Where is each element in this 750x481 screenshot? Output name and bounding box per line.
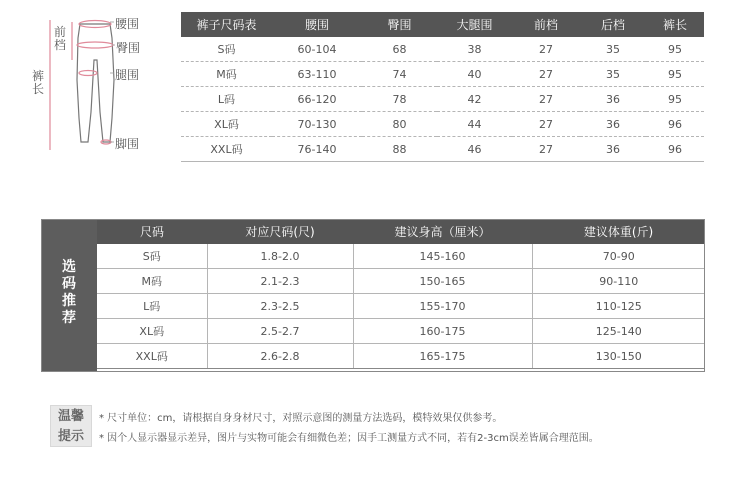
weight-cell: 110-125 — [532, 294, 705, 319]
size-cell: M码 — [97, 269, 207, 294]
height-cell: 155-170 — [353, 294, 532, 319]
table-row — [97, 269, 705, 294]
header-back-rise: 后档 — [580, 12, 646, 37]
size-cell: S码 — [181, 37, 272, 62]
weight-cell: 130-150 — [532, 344, 705, 369]
tip-line-2: * 因个人显示器显示差异，图片与实物可能会有细微色差；因手工测量方式不同，若有2-3cm误差皆属合理范围。 — [99, 433, 599, 444]
waist-cell: 76-140 — [272, 137, 362, 162]
back-rise-cell: 35 — [580, 62, 646, 87]
hip-cell: 74 — [362, 62, 437, 87]
back-rise-cell: 36 — [580, 137, 646, 162]
table-row — [181, 37, 704, 62]
weight-cell: 70-90 — [532, 244, 705, 269]
table-row — [97, 244, 705, 269]
hip-cell: 88 — [362, 137, 437, 162]
weight-cell: 90-110 — [532, 269, 705, 294]
recommend-header-row — [97, 219, 705, 244]
waist-label: 腰围 — [115, 17, 140, 31]
chi-size-cell: 1.8-2.0 — [207, 244, 353, 269]
back-rise-cell: 36 — [580, 87, 646, 112]
pants-measurement-diagram — [0, 0, 180, 175]
table-row — [181, 62, 704, 87]
hip-cell: 80 — [362, 112, 437, 137]
size-chart-title: 裤子尺码表 — [181, 12, 272, 37]
table-row — [181, 112, 704, 137]
table-row — [97, 344, 705, 369]
back-rise-cell: 35 — [580, 37, 646, 62]
thigh-cell: 40 — [437, 62, 512, 87]
front-rise-cell: 27 — [512, 62, 580, 87]
front-rise-cell: 27 — [512, 112, 580, 137]
tips-title-line1: 温馨 — [57, 409, 84, 424]
thigh-cell: 46 — [437, 137, 512, 162]
recommend-side-panel — [41, 219, 97, 372]
header-height: 建议身高（厘米） — [353, 219, 532, 244]
size-cell: M码 — [181, 62, 272, 87]
thigh-label: 腿围 — [115, 68, 140, 82]
pants-length-label: 裤长 — [31, 69, 44, 96]
table-row — [97, 294, 705, 319]
front-rise-cell: 27 — [512, 137, 580, 162]
header-size: 尺码 — [97, 219, 207, 244]
height-cell: 165-175 — [353, 344, 532, 369]
header-front-rise: 前档 — [512, 12, 580, 37]
front-rise-cell: 27 — [512, 37, 580, 62]
pants-illustration — [0, 0, 180, 175]
size-cell: S码 — [97, 244, 207, 269]
ankle-label: 脚围 — [115, 137, 140, 151]
waist-cell: 70-130 — [272, 112, 362, 137]
length-cell: 95 — [646, 37, 704, 62]
size-cell: L码 — [97, 294, 207, 319]
size-chart-header-row — [181, 12, 704, 37]
header-length: 裤长 — [646, 12, 704, 37]
length-cell: 96 — [646, 112, 704, 137]
table-row — [97, 319, 705, 344]
chi-size-cell: 2.1-2.3 — [207, 269, 353, 294]
recommend-side-title: 选码推荐 — [62, 259, 76, 326]
chi-size-cell: 2.3-2.5 — [207, 294, 353, 319]
header-waist: 腰围 — [272, 12, 362, 37]
table-row — [181, 137, 704, 162]
waist-cell: 66-120 — [272, 87, 362, 112]
size-cell: XXL码 — [97, 344, 207, 369]
waist-cell: 63-110 — [272, 62, 362, 87]
hip-cell: 68 — [362, 37, 437, 62]
length-cell: 95 — [646, 87, 704, 112]
size-cell: XL码 — [181, 112, 272, 137]
chi-size-cell: 2.5-2.7 — [207, 319, 353, 344]
height-cell: 145-160 — [353, 244, 532, 269]
header-weight: 建议体重(斤) — [532, 219, 705, 244]
header-chi-size: 对应尺码(尺) — [207, 219, 353, 244]
chi-size-cell: 2.6-2.8 — [207, 344, 353, 369]
size-cell: L码 — [181, 87, 272, 112]
thigh-cell: 44 — [437, 112, 512, 137]
weight-cell: 125-140 — [532, 319, 705, 344]
front-rise-cell: 27 — [512, 87, 580, 112]
header-thigh: 大腿围 — [437, 12, 512, 37]
tip-line-1: * 尺寸单位：cm，请根据自身身材尺寸，对照示意图的测量方法选码，模特效果仅供参考。 — [99, 413, 503, 424]
length-cell: 96 — [646, 137, 704, 162]
height-cell: 150-165 — [353, 269, 532, 294]
tips-badge — [50, 405, 92, 447]
header-hip: 臀围 — [362, 12, 437, 37]
thigh-cell: 38 — [437, 37, 512, 62]
size-chart-table — [181, 12, 704, 162]
thigh-cell: 42 — [437, 87, 512, 112]
back-rise-cell: 36 — [580, 112, 646, 137]
hip-cell: 78 — [362, 87, 437, 112]
table-row — [181, 87, 704, 112]
size-cell: XXL码 — [181, 137, 272, 162]
size-cell: XL码 — [97, 319, 207, 344]
tips-title-line2: 提示 — [57, 429, 84, 444]
waist-cell: 60-104 — [272, 37, 362, 62]
front-rise-label: 前档 — [53, 25, 66, 52]
height-cell: 160-175 — [353, 319, 532, 344]
length-cell: 95 — [646, 62, 704, 87]
recommend-table — [97, 219, 705, 369]
hip-label: 臀围 — [116, 41, 141, 55]
